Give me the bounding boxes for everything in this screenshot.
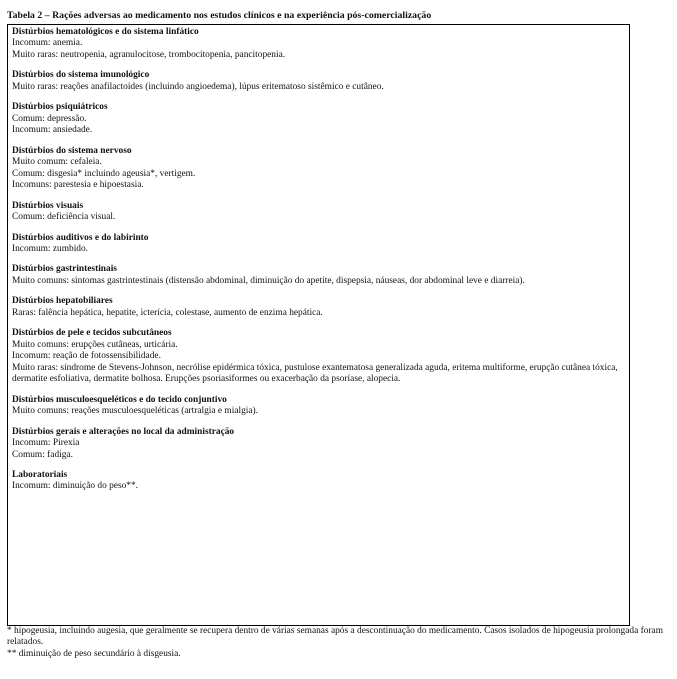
table-section	[12, 146, 625, 192]
section-title: Distúrbios hematológicos e do sistema linfático	[12, 26, 199, 37]
table-section	[12, 328, 625, 385]
section-line: Muito comuns: erupções cutâneas, urticária.	[12, 339, 178, 350]
footnote: ** diminuição de peso secundário à disgeusia.	[7, 648, 181, 659]
table-section	[12, 201, 625, 224]
section-line: Incomum: anemia.	[12, 38, 83, 49]
document-page	[7, 10, 667, 670]
section-line: Comum: depressão.	[12, 113, 87, 124]
section-line: Comum: fadiga.	[12, 449, 73, 460]
section-line: Incomum: zumbido.	[12, 243, 89, 254]
section-title: Distúrbios hepatobiliares	[12, 296, 113, 307]
section-line: Incomuns: parestesia e hipoestasia.	[12, 180, 144, 191]
section-line: Muito comuns: sintomas gastrintestinais (distensão abdominal, diminuição do apetite, dispepsia, náuseas, dor abdominal leve e diarreia).	[12, 275, 525, 286]
table-section	[12, 427, 625, 461]
table-section	[12, 70, 625, 93]
section-title: Distúrbios gerais e alterações no local da administração	[12, 426, 235, 437]
section-title: Laboratoriais	[12, 470, 68, 480]
section-line: Incomum: diminuição do peso**.	[12, 481, 139, 492]
table-section	[12, 102, 625, 136]
table-section	[12, 264, 625, 287]
section-title: Distúrbios do sistema imunológico	[12, 70, 150, 81]
table-section	[12, 296, 625, 319]
footnote: * hipogeusia, incluindo augesia, que geralmente se recupera dentro de várias semanas após a descontinuação do medicamento. Casos isolados de hipogeusia prolongada foram relatados.	[7, 625, 663, 648]
section-line: Muito comum: cefaleia.	[12, 157, 102, 168]
section-line: Incomum: reação de fotossensibilidade.	[12, 351, 161, 362]
section-title: Distúrbios musculoesqueléticos e do tecido conjuntivo	[12, 394, 227, 405]
section-line: Muito raras: neutropenia, agranulocitose, trombocitopenia, pancitopenia.	[12, 49, 286, 60]
section-line: Muito raras: síndrome de Stevens-Johnson, necrólise epidérmica tóxica, pustulose exantematosa generalizada aguda, eritema multiforme, erupção cutânea tóxica, dermatite esfoliativa, dermatite bolhosa. Erupções psoriasiformes ou exacerbação da psoríase, alopecia.	[12, 362, 618, 385]
section-line: Muito raras: reações anafilactoides (incluindo angioedema), lúpus eritematoso sistêmico e cutâneo.	[12, 81, 384, 92]
section-line: Incomum: ansiedade.	[12, 125, 93, 136]
section-line: Raras: falência hepática, hepatite, icterícia, colestase, aumento de enzima hepática.	[12, 307, 323, 318]
section-title: Distúrbios do sistema nervoso	[12, 145, 132, 156]
section-line: Comum: disgesia* incluindo ageusia*, vertigem.	[12, 168, 196, 179]
section-title: Distúrbios psiquiátricos	[12, 102, 108, 113]
section-line: Incomum: Pirexia	[12, 438, 80, 449]
table-section	[12, 470, 625, 493]
table-section	[12, 395, 625, 418]
section-title: Distúrbios gastrintestinais	[12, 264, 117, 275]
table-section	[12, 27, 625, 61]
footnotes	[7, 626, 663, 660]
section-title: Distúrbios de pele e tecidos subcutâneos	[12, 328, 172, 339]
table-title: Tabela 2 – Rações adversas ao medicamento nos estudos clínicos e na experiência pós-comercialização	[7, 10, 432, 21]
adverse-reactions-table	[7, 24, 630, 626]
section-line: Comum: deficiência visual.	[12, 212, 116, 223]
section-title: Distúrbios auditivos e do labirinto	[12, 232, 149, 243]
table-section	[12, 233, 625, 256]
section-line: Muito comuns: reações musculoesqueléticas (artralgia e mialgia).	[12, 406, 259, 417]
section-title: Distúrbios visuais	[12, 200, 84, 211]
